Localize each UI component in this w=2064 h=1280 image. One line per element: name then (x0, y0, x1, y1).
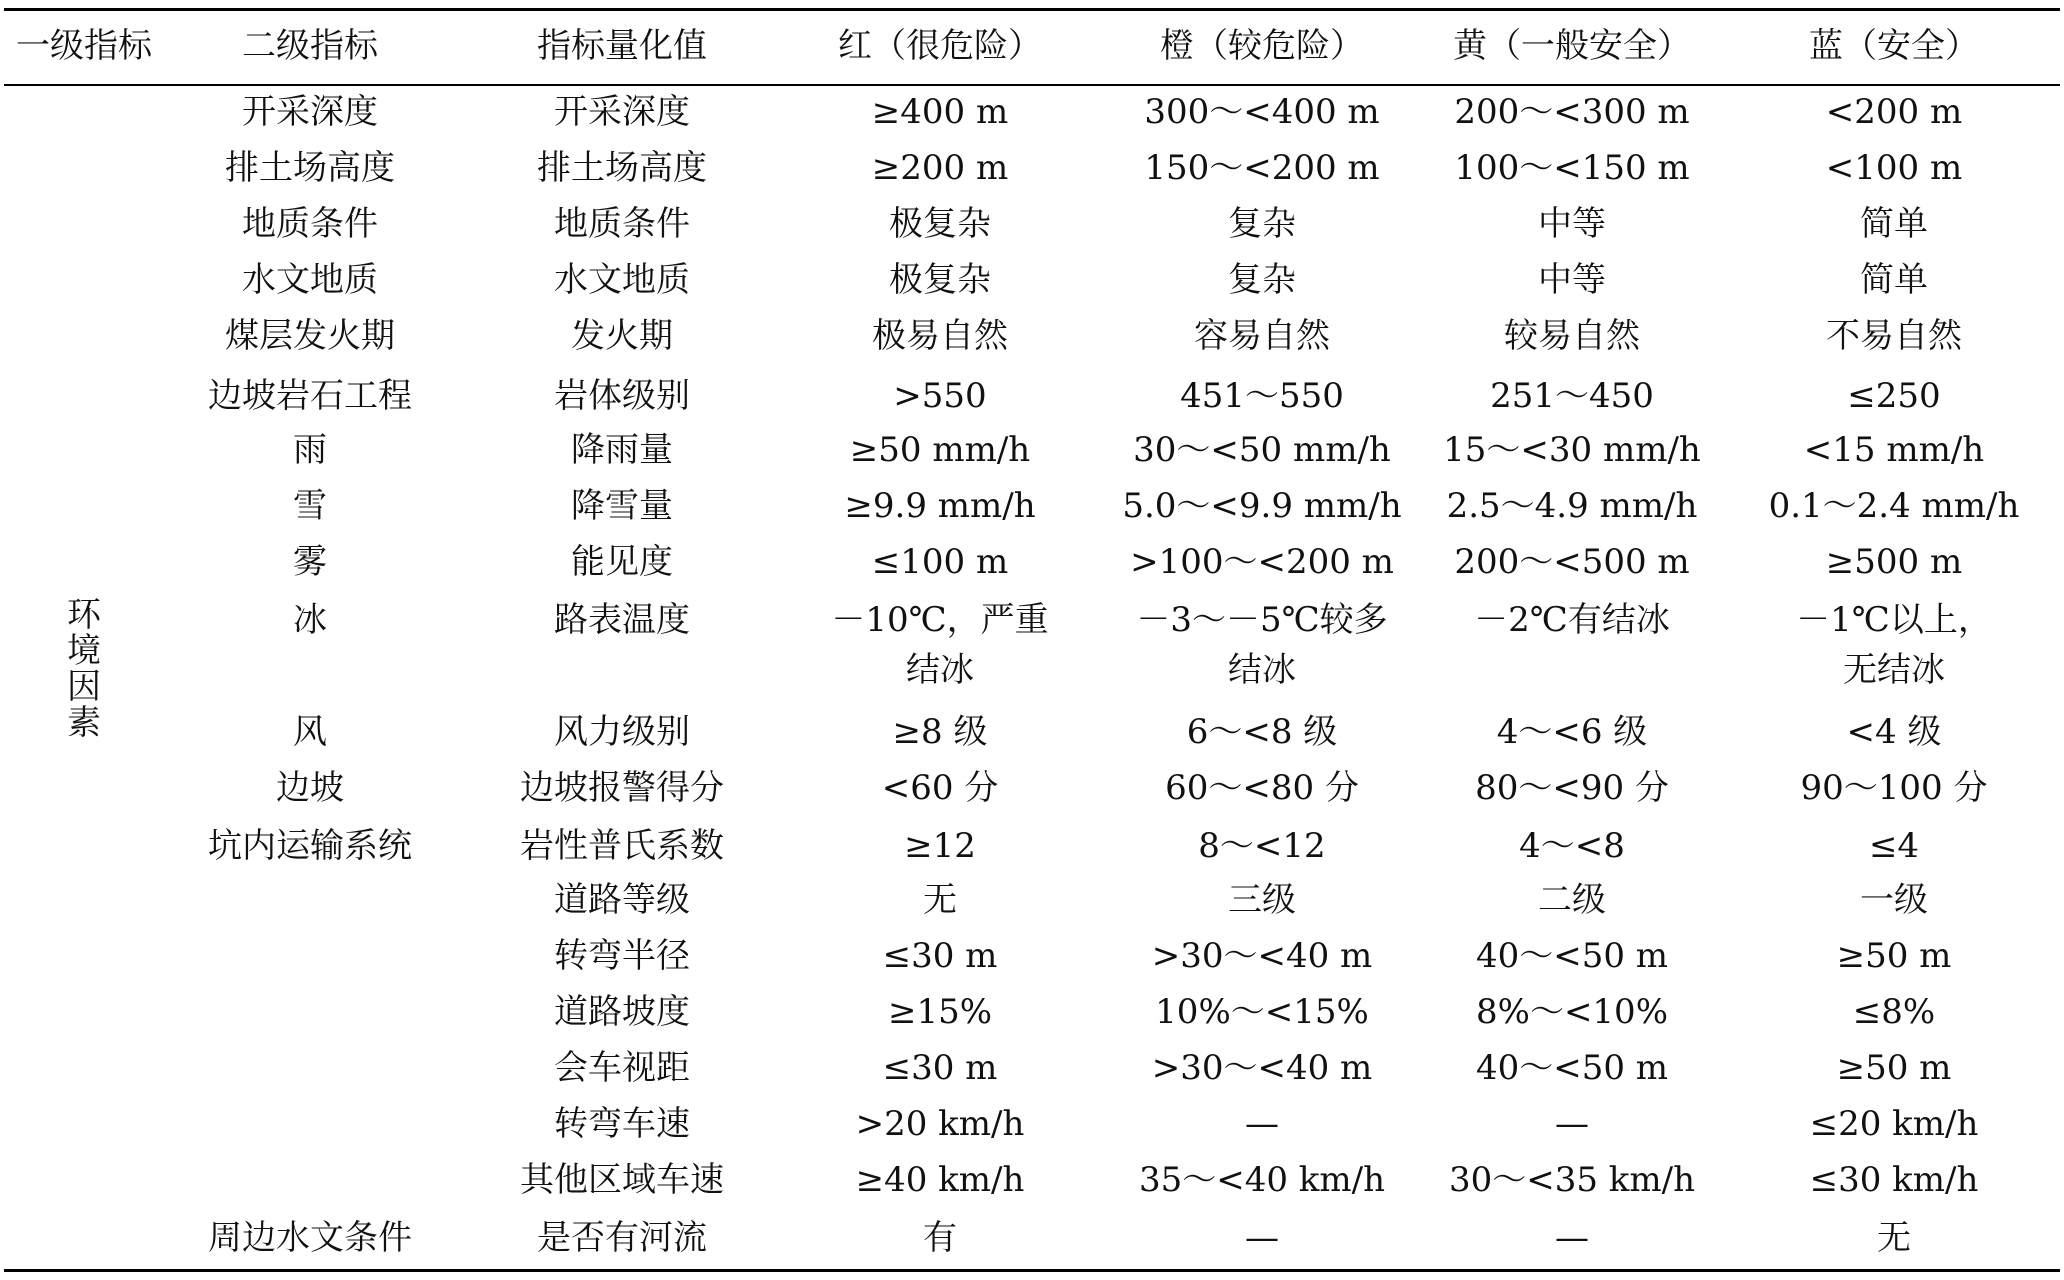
quantified-indicator: 开采深度 (554, 92, 690, 132)
orange-level-value: 容易自然 (1194, 316, 1330, 356)
blue-level-value: 一级 (1860, 880, 1928, 920)
red-level-value: ≥8 级 (892, 712, 988, 752)
blue-level-value: <100 m (1825, 148, 1963, 188)
blue-level-value: ≥500 m (1825, 542, 1963, 582)
yellow-level-value: 30～<35 km/h (1448, 1160, 1696, 1200)
blue-level-value: ≤30 km/h (1809, 1160, 1979, 1200)
orange-level-value: 6～<8 级 (1186, 712, 1338, 752)
red-level-value: ≥200 m (871, 148, 1009, 188)
blue-level-value: <4 级 (1846, 712, 1942, 752)
quantified-indicator: 能见度 (571, 542, 673, 582)
secondary-indicator: 雨 (293, 430, 327, 470)
orange-level-value: －3～－5℃较多 (1136, 600, 1388, 640)
red-level-value: 极易自然 (872, 316, 1008, 356)
red-level-value: ≤30 m (882, 1048, 998, 1088)
red-level-value: 有 (923, 1218, 957, 1258)
blue-level-value: －1℃以上， (1796, 600, 1992, 640)
secondary-indicator: 煤层发火期 (225, 316, 395, 356)
red-level-value: ≥400 m (871, 92, 1009, 132)
header-red-level: 红（很危险） (838, 26, 1042, 66)
orange-level-value: 60～<80 分 (1165, 768, 1359, 808)
secondary-indicator: 冰 (293, 600, 327, 640)
yellow-level-value: — (1555, 1104, 1589, 1144)
secondary-indicator: 雾 (293, 542, 327, 582)
red-level-value: 无 (923, 880, 957, 920)
blue-level-value: <15 mm/h (1803, 430, 1985, 470)
orange-level-value: 451～550 (1180, 376, 1344, 416)
yellow-level-value: －2℃有结冰 (1474, 600, 1670, 640)
orange-level-value: 10%～<15% (1155, 992, 1369, 1032)
blue-level-value: ≤250 (1847, 376, 1941, 416)
orange-level-value: 35～<40 km/h (1138, 1160, 1386, 1200)
quantified-indicator: 转弯车速 (554, 1104, 690, 1144)
yellow-level-value: 80～<90 分 (1475, 768, 1669, 808)
quantified-indicator: 道路等级 (554, 880, 690, 920)
yellow-level-value: 4～<6 级 (1496, 712, 1648, 752)
secondary-indicator: 地质条件 (242, 204, 378, 244)
yellow-level-value: 15～<30 mm/h (1443, 430, 1701, 470)
secondary-indicator: 边坡 (276, 768, 344, 808)
blue-level-value: 简单 (1860, 260, 1928, 300)
secondary-indicator: 风 (293, 712, 327, 752)
red-level-value: ≥50 mm/h (849, 430, 1031, 470)
red-level-value: 极复杂 (889, 204, 991, 244)
orange-level-value: >100～<200 m (1130, 542, 1394, 582)
yellow-level-value: 40～<50 m (1475, 936, 1669, 976)
red-level-value: ≥40 km/h (855, 1160, 1025, 1200)
yellow-level-value: 2.5～4.9 mm/h (1446, 486, 1698, 526)
yellow-level-value: 中等 (1538, 204, 1606, 244)
header-orange-level: 橙（较危险） (1160, 26, 1364, 66)
quantified-indicator: 岩性普氏系数 (520, 826, 724, 866)
blue-level-value: ≥50 m (1836, 936, 1952, 976)
secondary-indicator: 开采深度 (242, 92, 378, 132)
quantified-indicator: 转弯半径 (554, 936, 690, 976)
secondary-indicator: 边坡岩石工程 (208, 376, 412, 416)
quantified-indicator: 路表温度 (554, 600, 690, 640)
quantified-indicator: 岩体级别 (554, 376, 690, 416)
blue-level-value: 无 (1877, 1218, 1911, 1258)
table-bottom-rule (4, 1269, 2060, 1272)
secondary-indicator: 坑内运输系统 (208, 826, 412, 866)
orange-level-value: 复杂 (1228, 204, 1296, 244)
blue-level-value: 不易自然 (1826, 316, 1962, 356)
quantified-indicator: 是否有河流 (537, 1218, 707, 1258)
orange-level-value: 5.0～<9.9 mm/h (1122, 486, 1402, 526)
yellow-level-value: 8%～<10% (1476, 992, 1668, 1032)
secondary-indicator: 排土场高度 (225, 148, 395, 188)
quantified-indicator: 会车视距 (554, 1048, 690, 1088)
blue-level-value: ≤8% (1852, 992, 1936, 1032)
orange-level-value: 复杂 (1228, 260, 1296, 300)
yellow-level-value: 40～<50 m (1475, 1048, 1669, 1088)
header-blue-level: 蓝（安全） (1809, 26, 1979, 66)
red-level-value: －10℃，严重 (831, 600, 1049, 640)
orange-level-value: — (1245, 1218, 1279, 1258)
table-header-rule (4, 84, 2060, 86)
orange-level-value: 150～<200 m (1144, 148, 1380, 188)
quantified-indicator: 发火期 (571, 316, 673, 356)
yellow-level-value: — (1555, 1218, 1589, 1258)
yellow-level-value: 200～<500 m (1454, 542, 1690, 582)
red-level-value: 极复杂 (889, 260, 991, 300)
orange-level-value: >30～<40 m (1151, 1048, 1373, 1088)
blue-level-value: ≤20 km/h (1809, 1104, 1979, 1144)
red-level-value-continued: 结冰 (906, 650, 974, 690)
secondary-indicator: 周边水文条件 (208, 1218, 412, 1258)
orange-level-value: 300～<400 m (1144, 92, 1380, 132)
blue-level-value-continued: 无结冰 (1843, 650, 1945, 690)
orange-level-value-continued: 结冰 (1228, 650, 1296, 690)
yellow-level-value: 较易自然 (1504, 316, 1640, 356)
quantified-indicator: 风力级别 (554, 712, 690, 752)
red-level-value: ≤100 m (871, 542, 1009, 582)
orange-level-value: >30～<40 m (1151, 936, 1373, 976)
red-level-value: <60 分 (881, 768, 999, 808)
yellow-level-value: 251～450 (1490, 376, 1654, 416)
blue-level-value: 简单 (1860, 204, 1928, 244)
yellow-level-value: 100～<150 m (1454, 148, 1690, 188)
yellow-level-value: 4～<8 (1519, 826, 1625, 866)
red-level-value: ≥15% (887, 992, 993, 1032)
quantified-indicator: 降雨量 (571, 430, 673, 470)
header-primary-indicator: 一级指标 (16, 26, 152, 66)
secondary-indicator: 水文地质 (242, 260, 378, 300)
red-level-value: ≥12 (904, 826, 976, 866)
red-level-value: ≥9.9 mm/h (844, 486, 1036, 526)
blue-level-value: ≥50 m (1836, 1048, 1952, 1088)
quantified-indicator: 道路坡度 (554, 992, 690, 1032)
primary-category-environment: 环 境 因 素 (67, 595, 101, 743)
yellow-level-value: 二级 (1538, 880, 1606, 920)
header-secondary-indicator: 二级指标 (242, 26, 378, 66)
red-level-value: ≤30 m (882, 936, 998, 976)
quantified-indicator: 水文地质 (554, 260, 690, 300)
blue-level-value: ≤4 (1868, 826, 1920, 866)
header-yellow-level: 黄（一般安全） (1453, 26, 1691, 66)
yellow-level-value: 中等 (1538, 260, 1606, 300)
red-level-value: >550 (893, 376, 987, 416)
orange-level-value: 三级 (1228, 880, 1296, 920)
orange-level-value: 8～<12 (1198, 826, 1326, 866)
blue-level-value: 0.1～2.4 mm/h (1768, 486, 2020, 526)
blue-level-value: 90～100 分 (1800, 768, 1988, 808)
quantified-indicator: 地质条件 (554, 204, 690, 244)
orange-level-value: — (1245, 1104, 1279, 1144)
table-top-rule (4, 8, 2060, 11)
quantified-indicator: 排土场高度 (537, 148, 707, 188)
red-level-value: >20 km/h (855, 1104, 1025, 1144)
orange-level-value: 30～<50 mm/h (1133, 430, 1391, 470)
quantified-indicator: 降雪量 (571, 486, 673, 526)
quantified-indicator: 其他区域车速 (520, 1160, 724, 1200)
secondary-indicator: 雪 (293, 486, 327, 526)
quantified-indicator: 边坡报警得分 (520, 768, 724, 808)
yellow-level-value: 200～<300 m (1454, 92, 1690, 132)
header-quantified-value: 指标量化值 (537, 26, 707, 66)
blue-level-value: <200 m (1825, 92, 1963, 132)
